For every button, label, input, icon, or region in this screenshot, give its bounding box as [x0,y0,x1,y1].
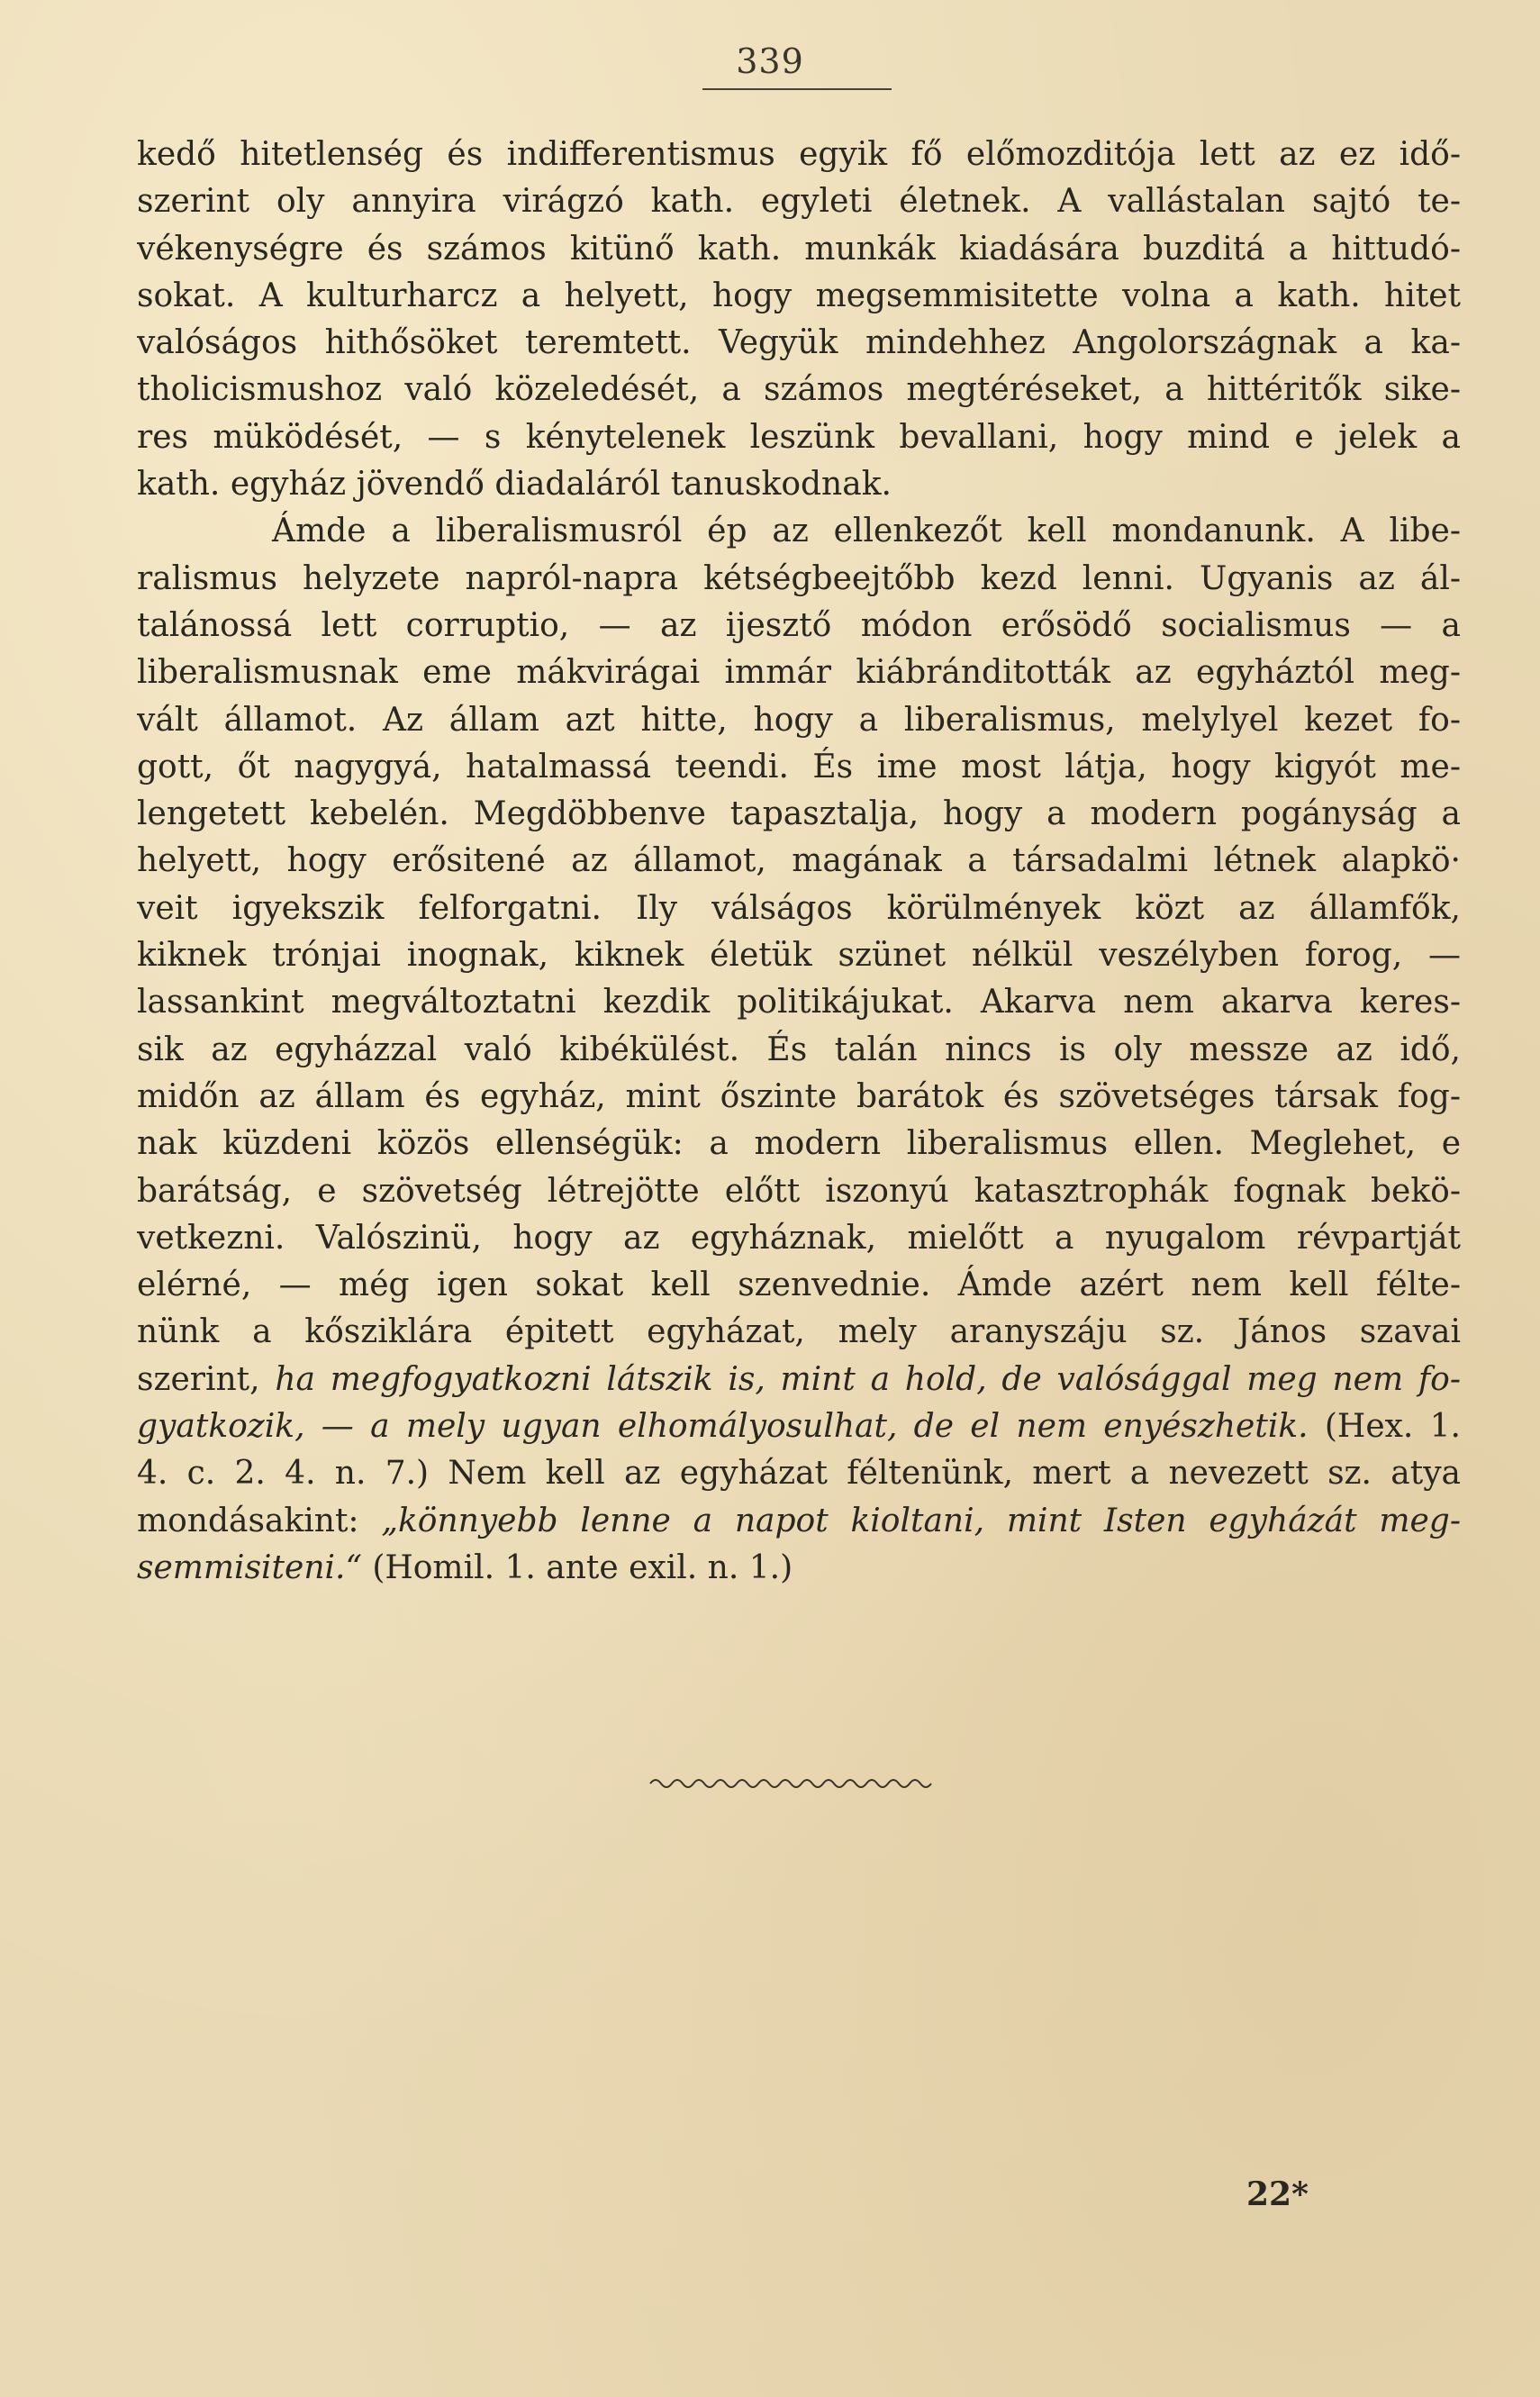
text-line: veit igyekszik felforgatni. Ily válságos körülmények közt az államfők, [137,889,1461,927]
text-line [137,1357,1461,1403]
text-line: kiknek trónjai inognak, kiknek életük szünet nélkül veszélyben forog, — [137,937,1461,975]
text-line: tholicismushoz való közeledését, a számos megtéréseket, a hittéritők sike- [137,371,1461,409]
text-line: elérné, — még igen sokat kell szenvednie. Ámde azért nem kell félte- [137,1267,1461,1304]
citation: (Homil. 1. ante exil. n. 1.) [361,1548,793,1586]
text-line: vetkezni. Valószinü, hogy az egyháznak, mielőtt a nyugalom révpartját [137,1219,1461,1257]
italic-quote: gyatkozik, — a mely ugyan elhomályosulhat, de el nem enyészhetik. [137,1408,1309,1446]
italic-quote: „könnyebb lenne a napot kioltani, mint Isten egyházát meg- [381,1502,1461,1539]
text-line: midőn az állam és egyház, mint őszinte barátok és szövetséges társak fog- [137,1077,1461,1115]
text-line: nünk a kősziklára épitett egyházat, mely aranyszáju sz. János szavai [137,1313,1461,1351]
text-line: talánossá lett corruptio, — az ijesztő módon erősödő socialismus — a [137,606,1461,644]
text-line: barátság, e szövetség létrejötte előtt iszonyú katasztrophák fognak bekö- [137,1172,1461,1210]
text-line: kedő hitetlenség és indifferentismus egyik fő előmozditója lett az ez idő- [137,136,1461,173]
text-line [137,1545,1461,1592]
italic-quote: semmisiteni.“ [137,1548,362,1586]
text-line: valóságos hithősöket teremtett. Vegyük mindehhez Angolországnak a ka- [137,324,1461,362]
text-line: helyett, hogy erősitené az államot, magának a társadalmi létnek alapkö· [137,842,1461,880]
text-line [137,1498,1461,1545]
text-line: nak küzdeni közös ellenségük: a modern liberalismus ellen. Meglehet, e [137,1125,1461,1163]
text-line: lassankint megváltoztatni kezdik politikájukat. Akarva nem akarva keres- [137,984,1461,1021]
header-rule [702,88,892,90]
citation: (Hex. 1. [1308,1408,1461,1446]
text-line: sik az egyházzal való kibékülést. És talán nincs is oly messze az idő, [137,1031,1461,1068]
text-line: vékenységre és számos kitünő kath. munkák kiadására buzditá a hittudó- [137,230,1461,268]
paragraph-start-line: Ámde a liberalismusról ép az ellenkezőt kell mondanunk. A libe- [272,513,1461,550]
page-number: 339 [736,41,804,81]
text-line: szerint oly annyira virágzó kath. egyleti életnek. A vallástalan sajtó te- [137,183,1461,221]
text-line: vált államot. Az állam azt hitte, hogy a liberalismus, melylyel kezet fo- [137,701,1461,739]
text-line: 4. c. 2. 4. n. 7.) Nem kell az egyházat féltenünk, mert a nevezett sz. atya [137,1455,1461,1493]
text-line: res müködését, — s kénytelenek leszünk bevallani, hogy mind e jelek a [137,418,1461,456]
body-text [137,132,1461,1592]
wavy-rule-ornament-icon [648,1773,933,1794]
italic-quote: ha megfogyatkozni látszik is, mint a hold, de valósággal meg nem fo- [275,1360,1461,1398]
text-line [137,1403,1461,1450]
text-line: liberalismusnak eme mákvirágai immár kiábránditották az egyháztól meg- [137,654,1461,692]
text-run: szerint, [137,1360,276,1398]
text-line: gott, őt nagygyá, hatalmassá teendi. És ime most látja, hogy kigyót me- [137,748,1461,785]
text-run: mondásakint: [137,1502,382,1539]
text-line: lengetett kebelén. Megdöbbenve tapasztalja, hogy a modern pogányság a [137,795,1461,833]
text-line: ralismus helyzete napról-napra kétségbeejtőbb kezd lenni. Ugyanis az ál- [137,559,1461,597]
signature-mark: 22* [1246,2175,1309,2213]
text-line: sokat. A kulturharcz a helyett, hogy megsemmisitette volna a kath. hitet [137,277,1461,314]
text-line: kath. egyház jövendő diadaláról tanuskodnak. [137,466,892,504]
